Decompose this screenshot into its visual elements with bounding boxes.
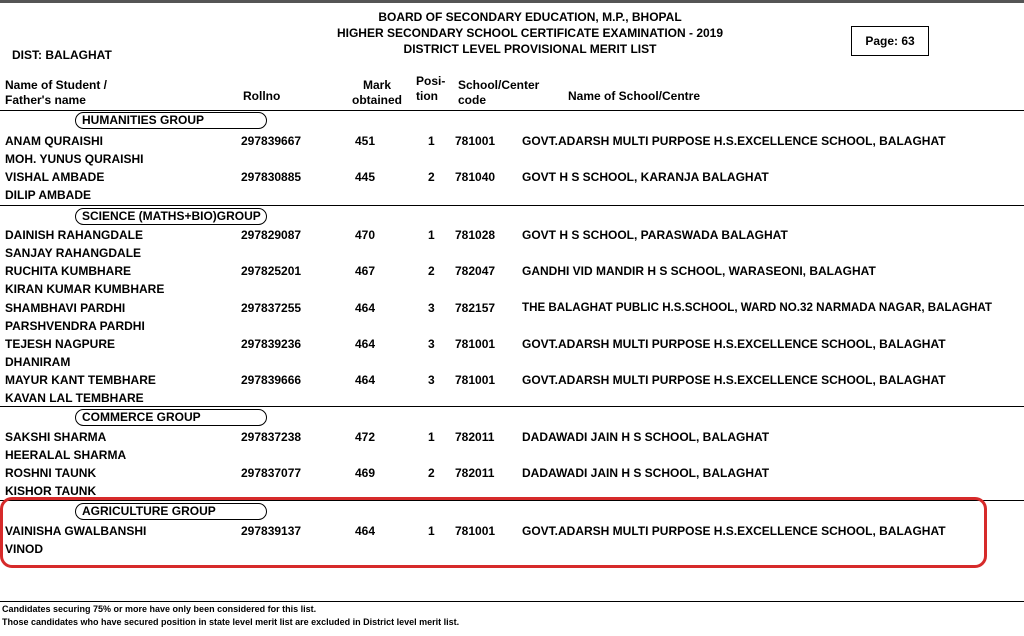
school-name: GOVT H S SCHOOL, KARANJA BALAGHAT: [522, 170, 769, 184]
header-divider: [0, 110, 1024, 111]
student-name: SAKSHI SHARMA: [5, 430, 107, 444]
col-header-name: [5, 78, 107, 108]
father-name: KISHOR TAUNK: [5, 484, 97, 498]
father-name: KIRAN KUMAR KUMBHARE: [5, 282, 165, 296]
school-name: GOVT.ADARSH MULTI PURPOSE H.S.EXCELLENCE SCHOOL, BALAGHAT: [522, 373, 946, 387]
marks: 467: [355, 264, 376, 278]
roll-number: 297837255: [241, 301, 302, 315]
group-divider: [0, 406, 1024, 407]
group-label-commerce: COMMERCE GROUP: [75, 409, 267, 426]
school-code: 782011: [455, 430, 495, 444]
school-code: 782047: [455, 264, 496, 278]
school-code: 781001: [455, 524, 496, 538]
footer-divider: [0, 601, 1024, 602]
school-code: 781001: [455, 134, 496, 148]
marks: 470: [355, 228, 376, 242]
school-code: 782011: [455, 466, 495, 480]
father-name: SANJAY RAHANGDALE: [5, 246, 142, 260]
school-name: GANDHI VID MANDIR H S SCHOOL, WARASEONI, BALAGHAT: [522, 264, 876, 278]
position: 2: [428, 170, 435, 184]
position: 2: [428, 466, 435, 480]
group-label-science: SCIENCE (MATHS+BIO)GROUP: [75, 208, 267, 225]
school-name: GOVT.ADARSH MULTI PURPOSE H.S.EXCELLENCE SCHOOL, BALAGHAT: [522, 134, 946, 148]
school-code: 781001: [455, 337, 496, 351]
col-header-position-line2: tion: [416, 89, 438, 103]
father-name: PARSHVENDRA PARDHI: [5, 319, 145, 333]
student-name: ROSHNI TAUNK: [5, 466, 97, 480]
school-name: DADAWADI JAIN H S SCHOOL, BALAGHAT: [522, 430, 770, 444]
roll-number: 297839236: [241, 337, 302, 351]
marks: 472: [355, 430, 376, 444]
marks: 464: [355, 524, 376, 538]
col-header-school-code-line1: School/Center: [458, 78, 540, 92]
marks: 464: [355, 373, 376, 387]
position: 1: [428, 524, 435, 538]
position: 3: [428, 301, 435, 315]
marks: 445: [355, 170, 376, 184]
father-name: VINOD: [5, 542, 44, 556]
board-title: BOARD OF SECONDARY EDUCATION, M.P., BHOPAL: [378, 10, 682, 24]
position: 3: [428, 337, 435, 351]
school-code: 781028: [455, 228, 496, 242]
position: 1: [428, 134, 435, 148]
highlight-annotation: [0, 497, 987, 568]
page-number-box: [851, 26, 929, 56]
school-name: GOVT H S SCHOOL, PARASWADA BALAGHAT: [522, 228, 788, 242]
father-name: DHANIRAM: [5, 355, 71, 369]
col-header-school-code-line2: code: [458, 93, 487, 107]
position: 3: [428, 373, 435, 387]
student-name: SHAMBHAVI PARDHI: [5, 301, 126, 315]
position: 2: [428, 264, 435, 278]
roll-number: 297839666: [241, 373, 302, 387]
page-number: Page: 63: [865, 34, 915, 48]
school-name: THE BALAGHAT PUBLIC H.S.SCHOOL, WARD NO.32 NARMADA NAGAR, BALAGHAT: [522, 301, 992, 314]
col-header-school-code: [458, 78, 539, 108]
top-border: [0, 0, 1024, 3]
group-label-humanities: HUMANITIES GROUP: [75, 112, 267, 129]
marks: 464: [355, 301, 376, 315]
roll-number: 297830885: [241, 170, 302, 184]
father-name: KAVAN LAL TEMBHARE: [5, 391, 144, 405]
student-name: VAINISHA GWALBANSHI: [5, 524, 147, 538]
group-label-agriculture: AGRICULTURE GROUP: [75, 503, 267, 520]
footer-note-1: Candidates securing 75% or more have only been considered for this list.: [2, 604, 317, 614]
col-header-mark-line2: obtained: [352, 93, 402, 107]
roll-number: 297837238: [241, 430, 302, 444]
col-header-rollno: Rollno: [243, 89, 281, 103]
col-header-position-line1: Posi-: [416, 74, 446, 88]
roll-number: 297829087: [241, 228, 302, 242]
school-code: 781001: [455, 373, 496, 387]
father-name: DILIP AMBADE: [5, 188, 92, 202]
group-divider: [0, 205, 1024, 206]
roll-number: 297839667: [241, 134, 302, 148]
marks: 469: [355, 466, 376, 480]
district-label: DIST: BALAGHAT: [12, 48, 112, 62]
father-name: MOH. YUNUS QURAISHI: [5, 152, 144, 166]
col-header-position: [416, 74, 445, 104]
position: 1: [428, 228, 435, 242]
roll-number: 297839137: [241, 524, 302, 538]
marks: 464: [355, 337, 376, 351]
father-name: HEERALAL SHARMA: [5, 448, 127, 462]
col-header-mark-line1: Mark: [362, 78, 391, 92]
col-header-mark: [348, 78, 406, 108]
exam-title: HIGHER SECONDARY SCHOOL CERTIFICATE EXAMINATION - 2019: [336, 26, 724, 40]
list-title: DISTRICT LEVEL PROVISIONAL MERIT LIST: [403, 42, 657, 56]
student-name: RUCHITA KUMBHARE: [5, 264, 131, 278]
student-name: VISHAL AMBADE: [5, 170, 105, 184]
roll-number: 297825201: [241, 264, 302, 278]
student-name: DAINISH RAHANGDALE: [5, 228, 143, 242]
roll-number: 297837077: [241, 466, 302, 480]
school-name: GOVT.ADARSH MULTI PURPOSE H.S.EXCELLENCE SCHOOL, BALAGHAT: [522, 524, 946, 538]
student-name: MAYUR KANT TEMBHARE: [5, 373, 156, 387]
school-name: DADAWADI JAIN H S SCHOOL, BALAGHAT: [522, 466, 770, 480]
col-header-school-name: Name of School/Centre: [568, 89, 701, 103]
col-header-name-line2: Father's name: [5, 93, 86, 107]
school-code: 782157: [455, 301, 496, 315]
col-header-name-line1: Name of Student /: [5, 78, 108, 92]
student-name: TEJESH NAGPURE: [5, 337, 116, 351]
school-code: 781040: [455, 170, 496, 184]
school-name: GOVT.ADARSH MULTI PURPOSE H.S.EXCELLENCE SCHOOL, BALAGHAT: [522, 337, 946, 351]
footer-note-2: Those candidates who have secured position in state level merit list are excluded in District level merit list.: [2, 617, 460, 627]
student-name: ANAM QURAISHI: [5, 134, 103, 148]
position: 1: [428, 430, 435, 444]
marks: 451: [355, 134, 376, 148]
